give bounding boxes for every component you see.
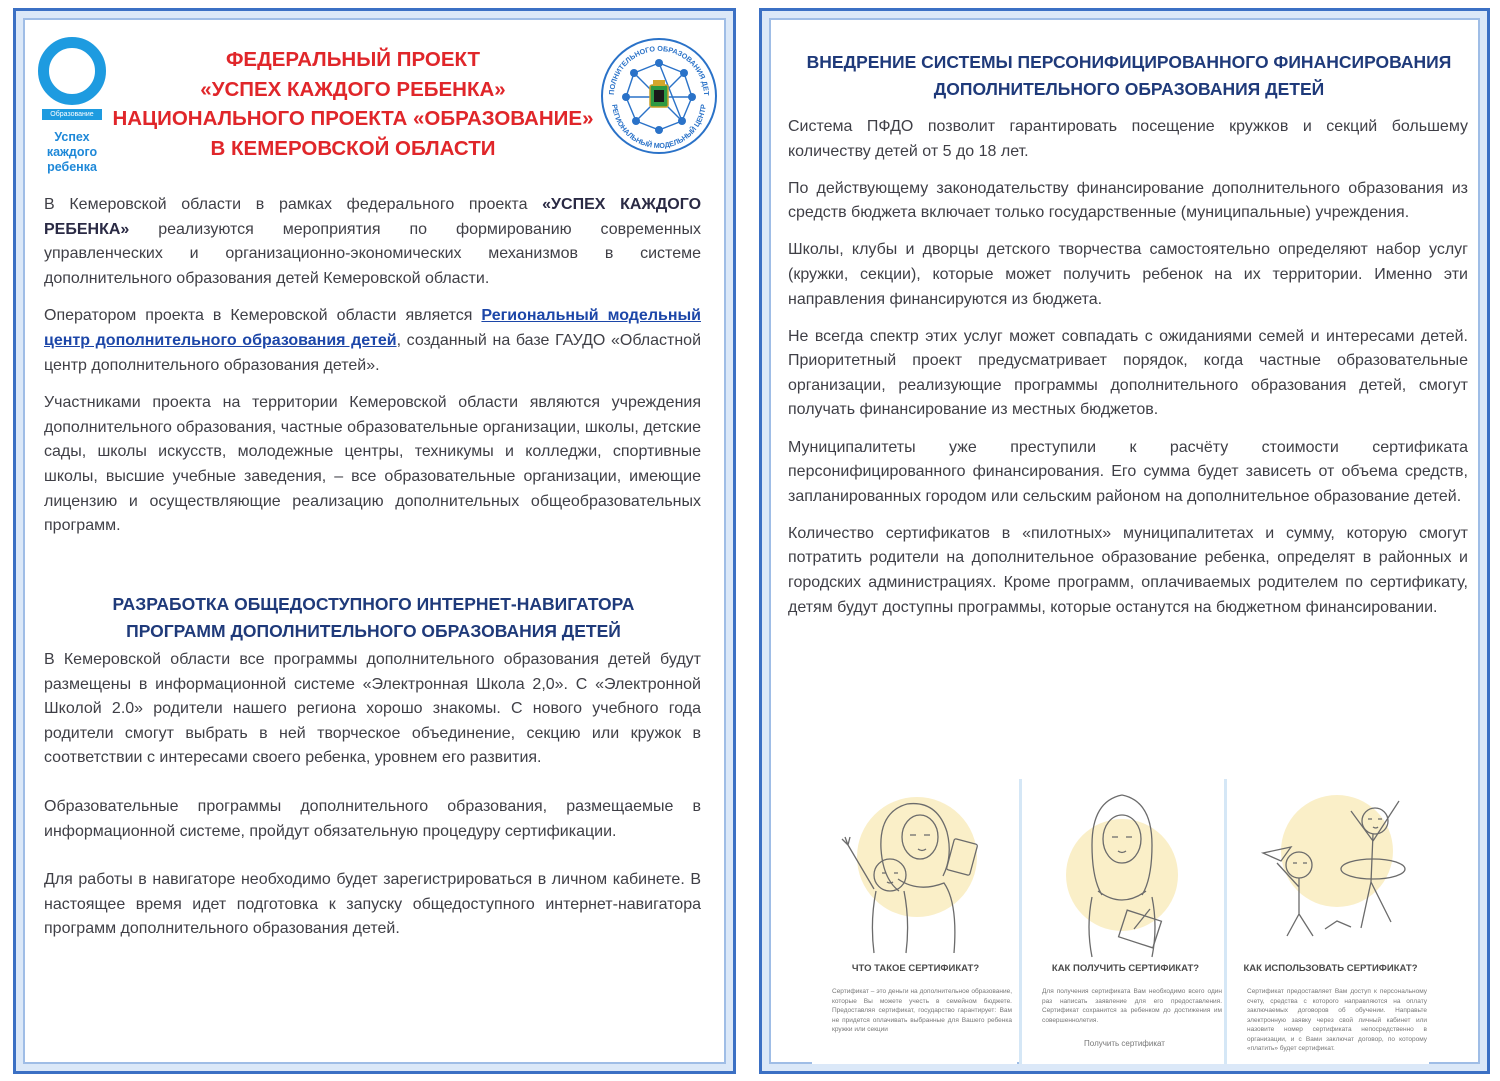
pfdo-text: [788, 115, 1468, 633]
title-line: НАЦИОНАЛЬНОГО ПРОЕКТА «ОБРАЗОВАНИЕ»: [112, 107, 594, 130]
title-line: ФЕДЕРАЛЬНЫЙ ПРОЕКТ: [225, 48, 481, 71]
o-ring-icon: [38, 37, 106, 105]
intro-text: [44, 193, 701, 552]
mother-child-illustration-icon: [812, 779, 1017, 959]
mother-signing-illustration-icon: [1022, 779, 1227, 959]
emblem-top-text: ПОЛНИТЕЛЬНОГО ОБРАЗОВАНИЯ ДЕТ: [606, 43, 712, 96]
page-title: [108, 45, 598, 163]
logo-tag: Образование: [42, 109, 102, 120]
regional-center-emblem: [598, 35, 720, 157]
navigator-paragraph: В Кемеровской области все программы дополнительного образования детей будут размещены в информационной системе «Электронная Школа 2,0». С «Электронной Школой 2.0» родители нашего региона хорошо знакомы. С нового учебного года родители смогут выбрать в ней творческое объединение, секцию или кружок в соответствии с интересами своего ребенка, уровнем его развития.: [44, 651, 701, 767]
operator-paragraph: Оператором проекта в Кемеровской области является Региональный модельный центр дополнительного образования детей, созданный на базе ГАУДО «Областной центр дополнительного образования детей».: [44, 307, 702, 374]
pfdo-paragraph: Система ПФДО позволит гарантировать посещение кружков и секций большему количеству детей от 5 до 18 лет.: [788, 118, 1468, 160]
card-title: КАК ИСПОЛЬЗОВАТЬ СЕРТИФИКАТ?: [1243, 963, 1418, 974]
certificate-card: [1224, 779, 1429, 1064]
registration-paragraph: Для работы в навигаторе необходимо будет зарегистрироваться в личном кабинете. В настоящее время идет подготовка к запуску общедоступного интернет-навигатора программ дополнительного образования детей.: [44, 871, 701, 938]
card-text: Сертификат – это деньги на дополнительное образование, которые Вы можете учесть в семейном бюджете. Предоставляя сертификат, государство гарантирует: Вам не придется оплачивать выбранные для Вашего ребенка кружки или секции: [832, 988, 1012, 1033]
network-emblem-icon: [598, 35, 720, 157]
card-title: ЧТО ТАКОЕ СЕРТИФИКАТ?: [851, 963, 980, 974]
certificate-cards: [812, 779, 1438, 1064]
uspeh-logo: [38, 37, 106, 195]
navigator-text: [44, 648, 701, 955]
certificate-card: [812, 779, 1017, 1064]
card-title: КАК ПОЛУЧИТЬ СЕРТИФИКАТ?: [1051, 963, 1200, 974]
pfdo-paragraph: Не всегда спектр этих услуг может совпадать с ожиданиями семей и интересами детей. Приоритетный проект предусматривает порядок, когда частные образовательные организации, реализующие программы дополнительного образования детей, смогут получать финансирование из местных бюджетов.: [788, 327, 1468, 419]
certification-paragraph: Образовательные программы дополнительного образования, размещаемые в информационной системе, пройдут обязательную процедуру сертификации.: [44, 797, 701, 840]
children-activities-illustration-icon: [1227, 779, 1432, 959]
card-text: Сертификат предоставляет Вам доступ к персональному счету, средства с которого направляются на оплату заключаемых договоров об обучении. Направьте электронную заявку через свой личный кабинет или назовите номер сертификата непосредственно в организации, и с Вами заключат договор, по которому «платить» будет сертификат.: [1247, 988, 1427, 1052]
participants-paragraph: Участниками проекта на территории Кемеровской области являются учреждения дополнительного образования, частные образовательные организации, школы, детские сады, школы искусств, молодежные центры, техникумы и колледжи, спортивные школы, высшие учебные заведения, – все образовательные организации, имеющие лицензию и осуществляющие реализацию дополнительных общеобразовательных программ.: [44, 394, 701, 535]
logo-caption: Успех каждого ребенка: [46, 130, 98, 174]
title-line: «УСПЕХ КАЖДОГО РЕБЕНКА»: [200, 77, 506, 101]
pfdo-paragraph: Количество сертификатов в «пилотных» муниципалитетах и сумму, которую смогут потратить родители на дополнительное образование ребенка, определят в районных и городских администрациях. Кроме программ, оплачиваемых родителем по сертификату, детям будут доступны программы, которые останутся на бюджетном финансировании.: [788, 524, 1468, 616]
certificate-card: [1019, 779, 1224, 1064]
get-certificate-link[interactable]: Получить сертификат: [1084, 1039, 1165, 1048]
right-panel: [759, 8, 1490, 1074]
pfdo-heading: ВНЕДРЕНИЕ СИСТЕМЫ ПЕРСОНИФИЦИРОВАННОГО ФИНАНСИРОВАНИЯ ДОПОЛНИТЕЛЬНОГО ОБРАЗОВАНИЯ ДЕТЕЙ: [806, 52, 1452, 99]
pfdo-paragraph: Муниципалитеты уже преступили к расчёту стоимости сертификата персонифицированного финансирования. Его сумма будет зависеть от объема средств, запланированных городом или сельским районом на дополнительное образование детей.: [788, 438, 1468, 505]
title-line: В КЕМЕРОВСКОЙ ОБЛАСТИ: [210, 136, 496, 160]
pfdo-paragraph: По действующему законодательству финансирование дополнительного образования из средств бюджета включает только государственные (муниципальные) учреждения.: [788, 179, 1468, 222]
intro-paragraph: В Кемеровской области в рамках федерального проекта «УСПЕХ КАЖДОГО РЕБЕНКА» реализуются мероприятия по формированию современных управленческих и организационно-экономических механизмов в системе дополнительного образования детей Кемеровской области.: [44, 196, 702, 287]
regional-center-link[interactable]: Региональный модельный центр дополнительного образования детей: [44, 307, 701, 349]
navigator-heading: РАЗРАБОТКА ОБЩЕДОСТУПНОГО ИНТЕРНЕТ-НАВИГАТОРА ПРОГРАММ ДОПОЛНИТЕЛЬНОГО ОБРАЗОВАНИЯ ДЕТЕЙ: [112, 594, 635, 641]
project-name-bold: «УСПЕХ КАЖДОГО РЕБЕНКА»: [44, 196, 702, 238]
emblem-bottom-text: РЕГИОНАЛЬНЫЙ МОДЕЛЬНЫЙ ЦЕНТР: [610, 103, 708, 151]
pfdo-paragraph: Школы, клубы и дворцы детского творчества самостоятельно определяют набор услуг (кружки, секции), которые может получить ребенок на их территории. Именно эти направления финансируются из бюджета.: [788, 241, 1468, 308]
card-text: Для получения сертификата Вам необходимо всего один раз написать заявление для его предоставления. Сертификат сохранится за ребенком до достижения им совершеннолетия.: [1042, 988, 1222, 1024]
left-panel: [13, 8, 736, 1074]
